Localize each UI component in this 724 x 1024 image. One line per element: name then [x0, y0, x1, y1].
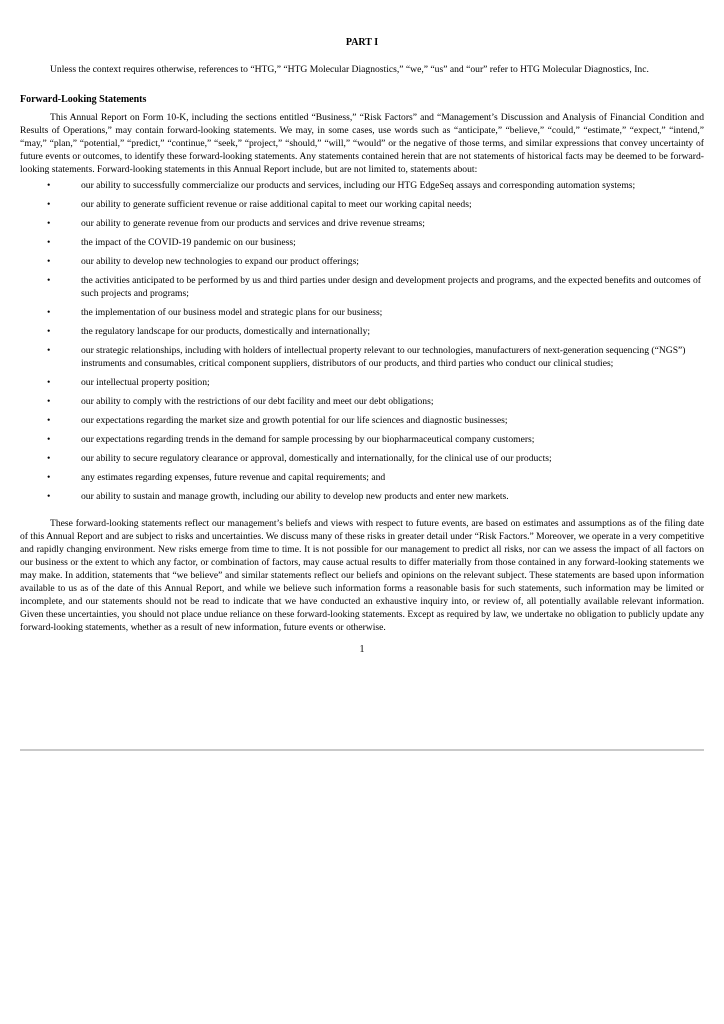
bullet-icon: •: [47, 180, 51, 191]
bullet-text: our ability to develop new technologies to expand our product offerings;: [81, 256, 359, 267]
bullet-item: [20, 306, 704, 319]
bullet-item: [20, 236, 704, 249]
bullet-item: [20, 255, 704, 268]
page-number: 1: [359, 644, 365, 655]
bullet-text: our strategic relationships, including with holders of intellectual property relevant to our technologies, manufacturers of next-generation sequencing (“NGS”) instruments and consumables, critical component suppliers, distributors of our products, and third parties who conduct our clinical studies;: [81, 345, 686, 369]
bullet-item: [20, 414, 704, 427]
bullet-icon: •: [47, 396, 51, 407]
document-page: [20, 36, 704, 656]
part-title: PART I: [345, 37, 379, 48]
bullet-text: the implementation of our business model and strategic plans for our business;: [81, 307, 383, 318]
bullet-text: our ability to generate sufficient revenue or raise additional capital to meet our working capital needs;: [81, 199, 472, 210]
section-heading: Forward-Looking Statements: [20, 94, 147, 105]
bullet-icon: •: [47, 275, 51, 286]
bullet-text: our expectations regarding the market size and growth potential for our life sciences and diagnostic businesses;: [81, 415, 508, 426]
bullet-text: our ability to generate revenue from our products and services and drive revenue streams;: [81, 218, 425, 229]
bullet-icon: •: [47, 415, 51, 426]
bullet-icon: •: [47, 491, 51, 502]
bullet-item: [20, 433, 704, 446]
bullet-icon: •: [47, 256, 51, 267]
bullet-icon: •: [47, 199, 51, 210]
closing-paragraph: These forward-looking statements reflect our management’s beliefs and views with respect to future events, are based on estimates and assumptions as of the filing date of this Annual Report and are subject to risks and uncertainties. We discuss many of these risks in greater detail under “Risk Factors.” Moreover, we operate in a very competitive and rapidly changing environment. New risks emerge from time to time. It is not possible for our management to predict all risks, nor can we assess the impact of all factors on our business or the extent to which any factor, or combination of factors, may cause actual results to differ materially from those contained in any forward-looking statements we may make. In addition, statements that “we believe” and similar statements reflect our beliefs and opinions on the relevant subject. These statements are based upon information available to us as of the date of this Annual Report, and while we believe such information forms a reasonable basis for such statements, such information may be limited or incomplete, and our statements should not be read to indicate that we have conducted an exhaustive inquiry into, or review of, all potentially available relevant information. Given these uncertainties, you should not place undue reliance on these forward-looking statements. Except as required by law, we undertake no obligation to publicly update any forward-looking statements, whether as a result of new information, future events or otherwise.: [20, 518, 704, 633]
bullet-icon: •: [47, 326, 51, 337]
bullet-text: our expectations regarding trends in the demand for sample processing by our biopharmaceutical company customers;: [81, 434, 535, 445]
bullet-icon: •: [47, 377, 51, 388]
bullet-icon: •: [47, 434, 51, 445]
bullet-item: [20, 274, 704, 300]
bullet-text: any estimates regarding expenses, future revenue and capital requirements; and: [81, 472, 386, 483]
bullet-item: [20, 395, 704, 408]
bullet-text: our intellectual property position;: [81, 377, 210, 388]
bullet-item: [20, 490, 704, 503]
bullet-item: [20, 179, 704, 192]
bullet-text: the impact of the COVID-19 pandemic on our business;: [81, 237, 296, 248]
bullet-item: [20, 198, 704, 211]
bullet-text: our ability to successfully commercialize our products and services, including our HTG EdgeSeq assays and corresponding automation systems;: [81, 180, 636, 191]
bullet-text: our ability to sustain and manage growth, including our ability to develop new products and enter new markets.: [81, 491, 509, 502]
bullet-icon: •: [47, 237, 51, 248]
forward-looking-paragraph: This Annual Report on Form 10-K, including the sections entitled “Business,” “Risk Factors” and “Management’s Discussion and Analysis of Financial Condition and Results of Operations,” may contain forward-looking statements. We may, in some cases, use words such as “anticipate,” “believe,” “could,” “estimate,” “expect,” “intend,” “may,” “plan,” “potential,” “predict,” “continue,” “seek,” “project,” “should,” “will,” “would” or the negative of those terms, and similar expressions that convey uncertainty of future events or outcomes, to identify these forward-looking statements. Any statements contained herein that are not statements of historical facts may be deemed to be forward-looking statements. Forward-looking statements in this Annual Report include, but are not limited to, statements about:: [20, 112, 704, 175]
bullet-icon: •: [47, 472, 51, 483]
bullet-text: our ability to secure regulatory clearance or approval, domestically and internationally, for the clinical use of our products;: [81, 453, 552, 464]
bullet-text: our ability to comply with the restrictions of our debt facility and meet our debt obligations;: [81, 396, 434, 407]
bullet-list: [20, 179, 704, 503]
bullet-icon: •: [47, 307, 51, 318]
intro-paragraph: Unless the context requires otherwise, references to “HTG,” “HTG Molecular Diagnostics,” “we,” “us” and “our” refer to HTG Molecular Diagnostics, Inc.: [50, 64, 649, 75]
bullet-item: [20, 344, 704, 370]
bullet-icon: •: [47, 218, 51, 229]
bullet-text: the activities anticipated to be performed by us and third parties under design and development projects and programs, and the expected benefits and outcomes of such projects and programs;: [81, 275, 701, 299]
bullet-item: [20, 325, 704, 338]
bullet-icon: •: [47, 345, 51, 356]
bullet-text: the regulatory landscape for our products, domestically and internationally;: [81, 326, 371, 337]
bullet-item: [20, 217, 704, 230]
bullet-icon: •: [47, 453, 51, 464]
page-divider: [20, 749, 704, 751]
bullet-item: [20, 452, 704, 465]
bullet-item: [20, 376, 704, 389]
bullet-item: [20, 471, 704, 484]
